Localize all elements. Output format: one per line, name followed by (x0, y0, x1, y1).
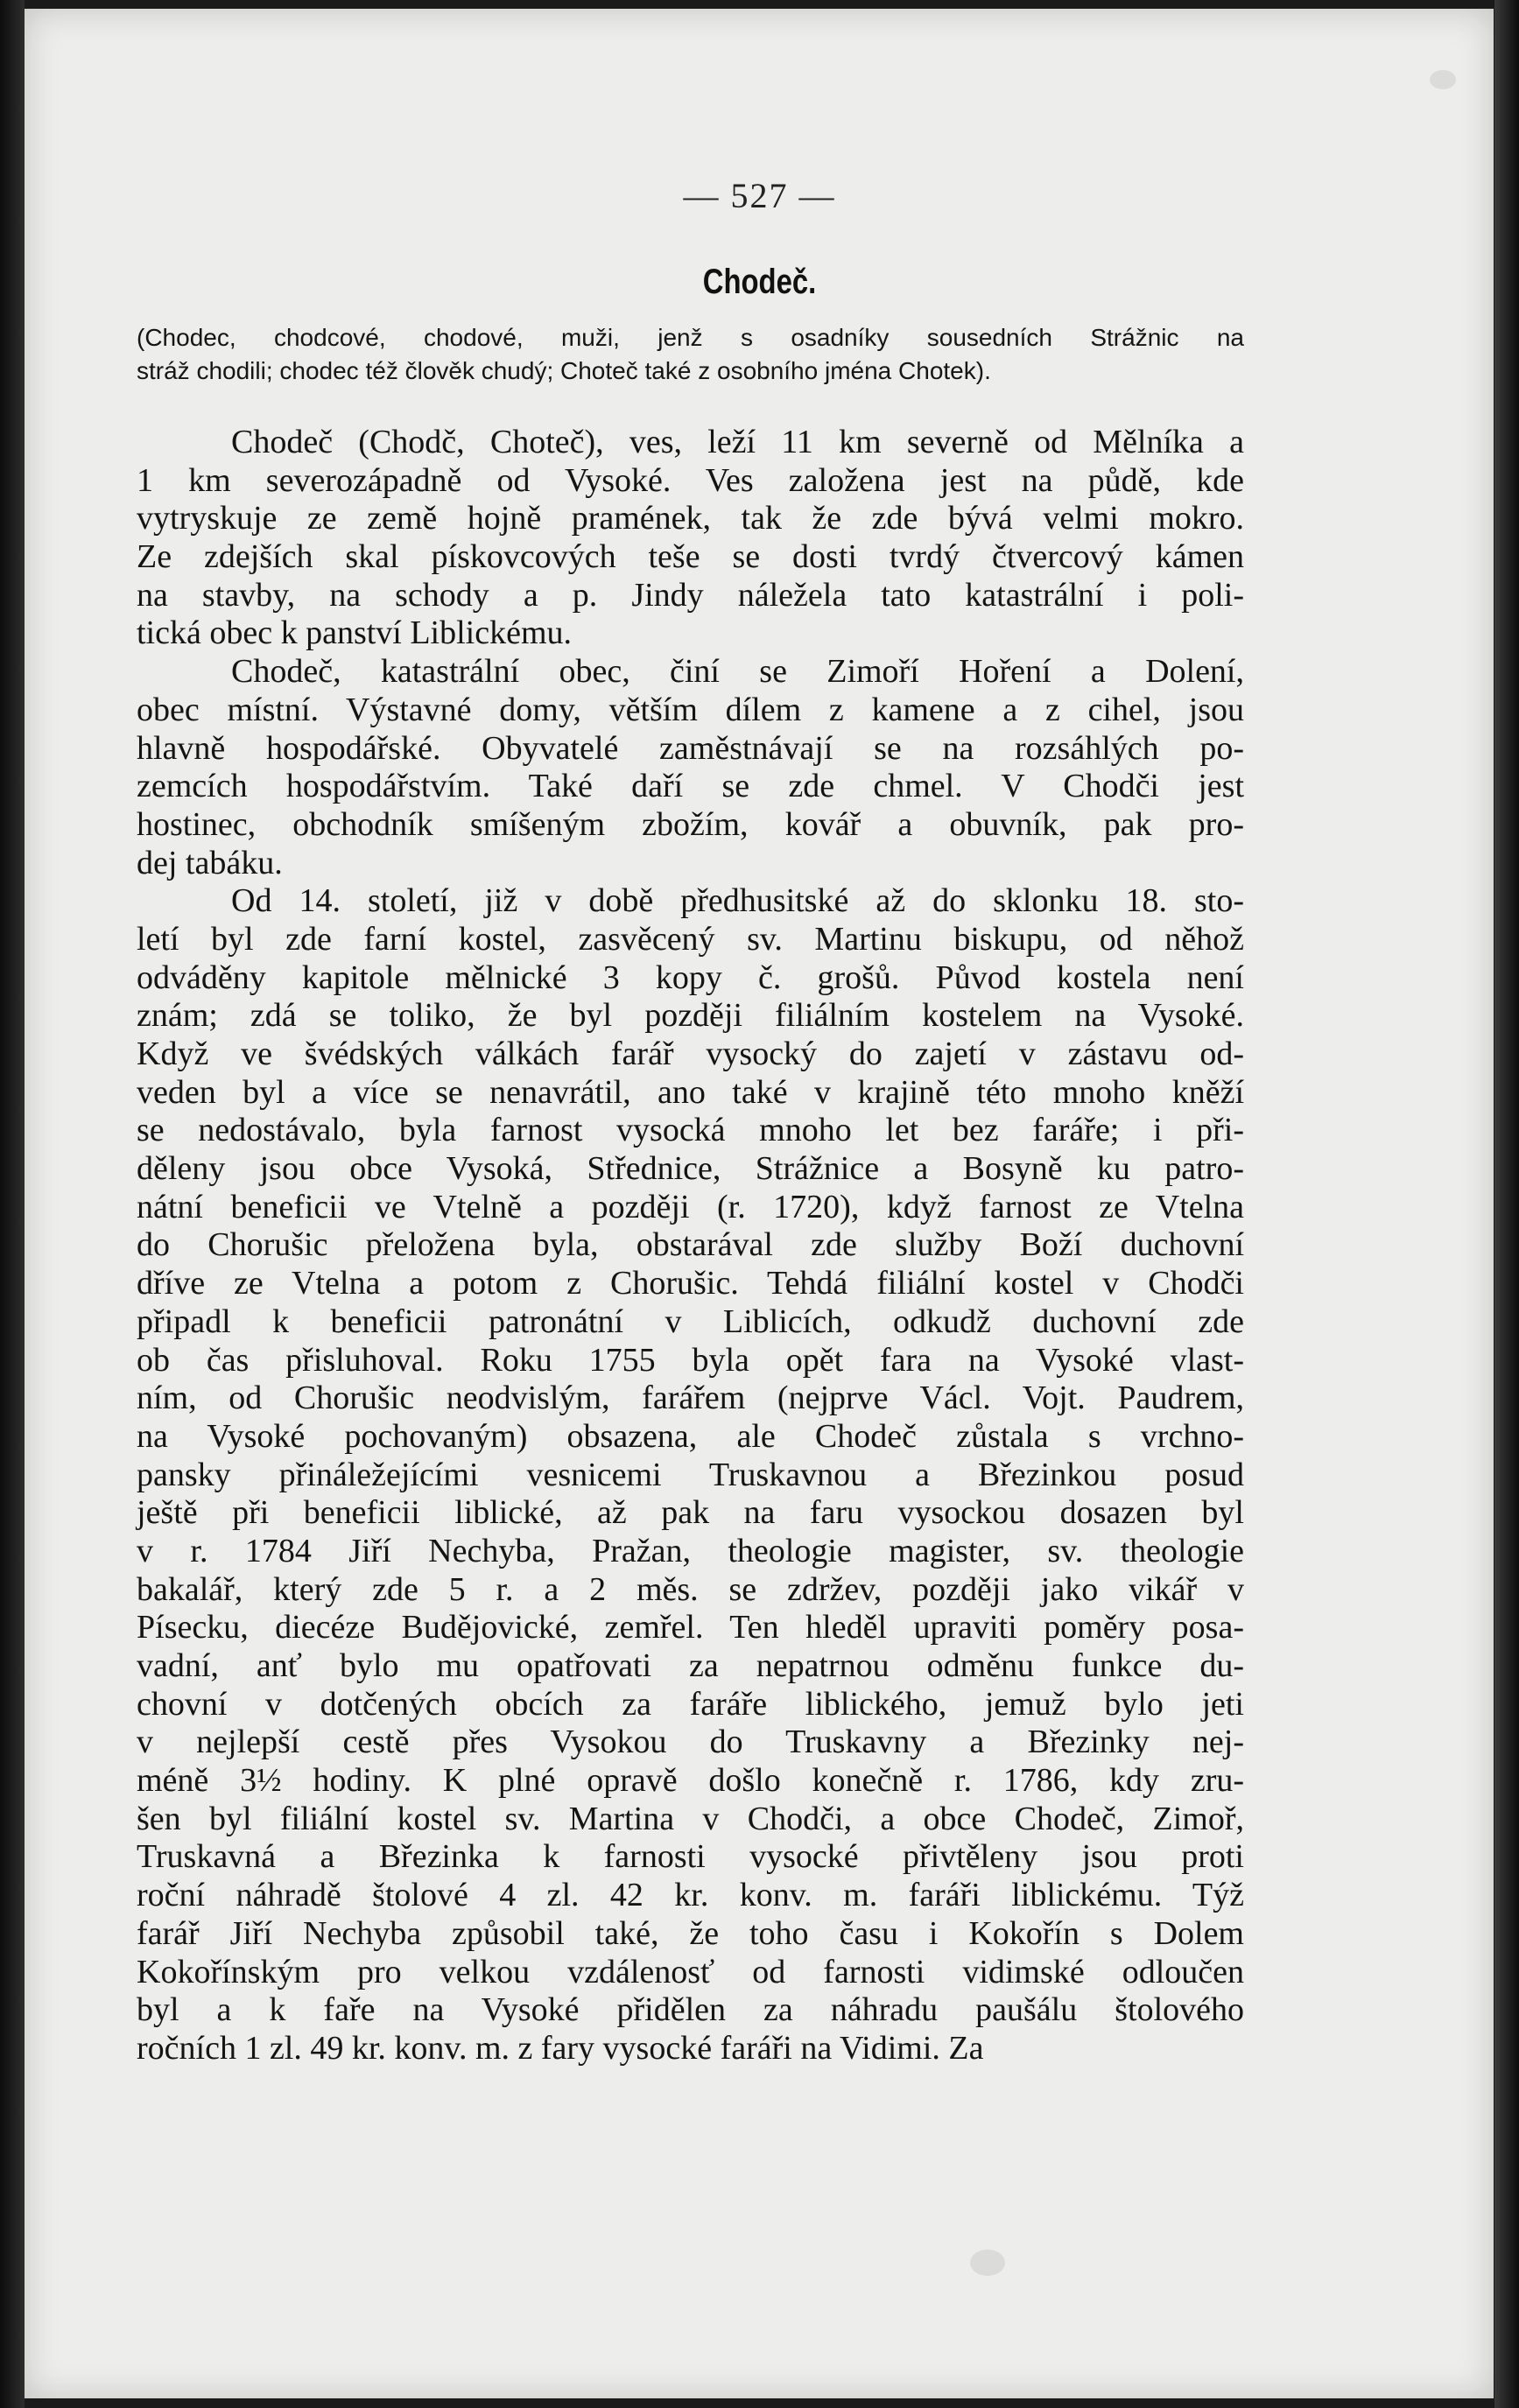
body-line: obec místní. Výstavné domy, větším dílem z kamene a z cihel, jsou (137, 691, 1244, 728)
body-line: na stavby, na schody a p. Jindy náležela tato katastrální i poli- (137, 576, 1244, 614)
paper-stain (970, 2250, 1005, 2276)
body-line: Chodeč (Chodč, Choteč), ves, leží 11 km severně od Mělníka a (231, 424, 1244, 460)
body-line: Od 14. století, již v době předhusitské až do sklonku 18. sto- (231, 882, 1244, 920)
body-line: pansky přináležejícími vesnicemi Truskavnou a Březinkou posud (137, 1456, 1244, 1493)
body-line: připadl k beneficii patronátní v Liblicích, odkudž duchovní zde (137, 1302, 1244, 1340)
body-line: Když ve švédských válkách farář vysocký do zajetí v zástavu od- (137, 1036, 1244, 1072)
body-line: ještě při beneficii liblické, až pak na faru vysockou dosazen byl (137, 1494, 1244, 1532)
body-line: ročních 1 zl. 49 kr. konv. m. z fary vysocké faráři na Vidimi. Za (137, 2029, 984, 2067)
body-line: hlavně hospodářské. Obyvatelé zaměstnávají se na rozsáhlých po- (137, 729, 1244, 767)
body-line: tická obec k panství Liblickému. (137, 614, 573, 652)
body-line: letí byl zde farní kostel, zasvěcený sv. Martinu biskupu, od něhož (137, 920, 1244, 958)
body-line: vytryskuje ze země hojně pramének, tak že zde bývá velmi mokro. (137, 500, 1244, 537)
page-number: — 527 — (683, 176, 836, 215)
body-line: veden byl a více se nenavrátil, ano také v krajině této mnoho kněží (137, 1073, 1244, 1111)
etymology-note (137, 321, 1244, 388)
entry-title: Chodeč. (702, 263, 817, 301)
body-line: v r. 1784 Jiří Nechyba, Pražan, theologie magister, sv. theologie (137, 1532, 1244, 1569)
body-line: hostinec, obchodník smíšeným zbožím, kovář a obuvník, pak pro- (137, 805, 1244, 843)
body-line: na Vysoké pochovaným) obsazena, ale Chodeč zůstala s vrchno- (137, 1417, 1244, 1455)
body-line: ob čas přisluhoval. Roku 1755 byla opět fara na Vysoké vlast- (137, 1341, 1244, 1379)
body-line: Chodeč, katastrální obec, činí se Zimoří Hoření a Dolení, (231, 653, 1244, 691)
body-line: 1 km severozápadně od Vysoké. Ves založena jest na půdě, kde (137, 461, 1244, 499)
body-line: farář Jiří Nechyba způsobil také, že toho času i Kokořín s Dolem (137, 1914, 1244, 1952)
body-line: Písecku, diecéze Budějovické, zemřel. Ten hleděl upraviti poměry posa- (137, 1609, 1244, 1646)
body-line: méně 3½ hodiny. K plné opravě došlo konečně r. 1786, kdy zru- (137, 1762, 1244, 1800)
body-line: Truskavná a Březinka k farnosti vysocké přivtěleny jsou proti (137, 1838, 1244, 1876)
article-body (137, 424, 1244, 2068)
body-line: děleny jsou obce Vysoká, Střednice, Strážnice a Bosyně ku patro- (137, 1150, 1244, 1188)
scan-left-edge (0, 0, 25, 2408)
body-line: znám; zdá se toliko, že byl později filiálním kostelem na Vysoké. (137, 997, 1244, 1035)
body-line: ním, od Chorušic neodvislým, farářem (nejprve Václ. Vojt. Paudrem, (137, 1380, 1244, 1417)
etymology-line: (Chodec, chodcové, chodové, muži, jenž s osadníky sousedních Strážnic na (137, 324, 1244, 351)
body-line: vadní, anť bylo mu opatřovati za nepatrnou odměnu funkce du- (137, 1647, 1244, 1684)
body-line: odváděny kapitole mělnické 3 kopy č. grošů. Původ kostela není (137, 958, 1244, 996)
body-line: se nedostávalo, byla farnost vysocká mnoho let bez faráře; i při- (137, 1112, 1244, 1149)
body-line: šen byl filiální kostel sv. Martina v Chodči, a obce Chodeč, Zimoř, (137, 1800, 1244, 1837)
body-line: zemcích hospodářstvím. Také daří se zde chmel. V Chodči jest (137, 768, 1244, 805)
body-line: Kokořínským pro velkou vzdálenosť od farnosti vidimské odloučen (137, 1953, 1244, 1990)
body-line: roční náhradě štolové 4 zl. 42 kr. konv. m. faráři liblickému. Týž (137, 1877, 1244, 1914)
body-line: Ze zdejších skal pískovcových teše se dosti tvrdý čtvercový kámen (137, 538, 1244, 576)
body-line: do Chorušic přeložena byla, obstarával zde služby Boží duchovní (137, 1226, 1244, 1264)
body-line: v nejlepší cestě přes Vysokou do Truskavny a Březinky nej- (137, 1724, 1244, 1761)
scan-right-edge (1494, 0, 1519, 2408)
body-line: chovní v dotčených obcích za faráře liblického, jemuž bylo jeti (137, 1685, 1244, 1723)
body-line: bakalář, který zde 5 r. a 2 měs. se zdržev, později jako vikář v (137, 1570, 1244, 1608)
body-line: nátní beneficii ve Vtelně a později (r. 1720), když farnost ze Vtelna (137, 1188, 1244, 1225)
body-line: dříve ze Vtelna a potom z Chorušic. Tehdá filiální kostel v Chodči (137, 1265, 1244, 1302)
etymology-line: stráž chodili; chodec též člověk chudý; Choteč také z osobního jména Chotek). (137, 357, 991, 384)
body-line: byl a k faře na Vysoké přidělen za náhradu paušálu štolového (137, 1991, 1244, 2029)
body-line: dej tabáku. (137, 844, 283, 881)
paper-stain (1430, 70, 1456, 89)
